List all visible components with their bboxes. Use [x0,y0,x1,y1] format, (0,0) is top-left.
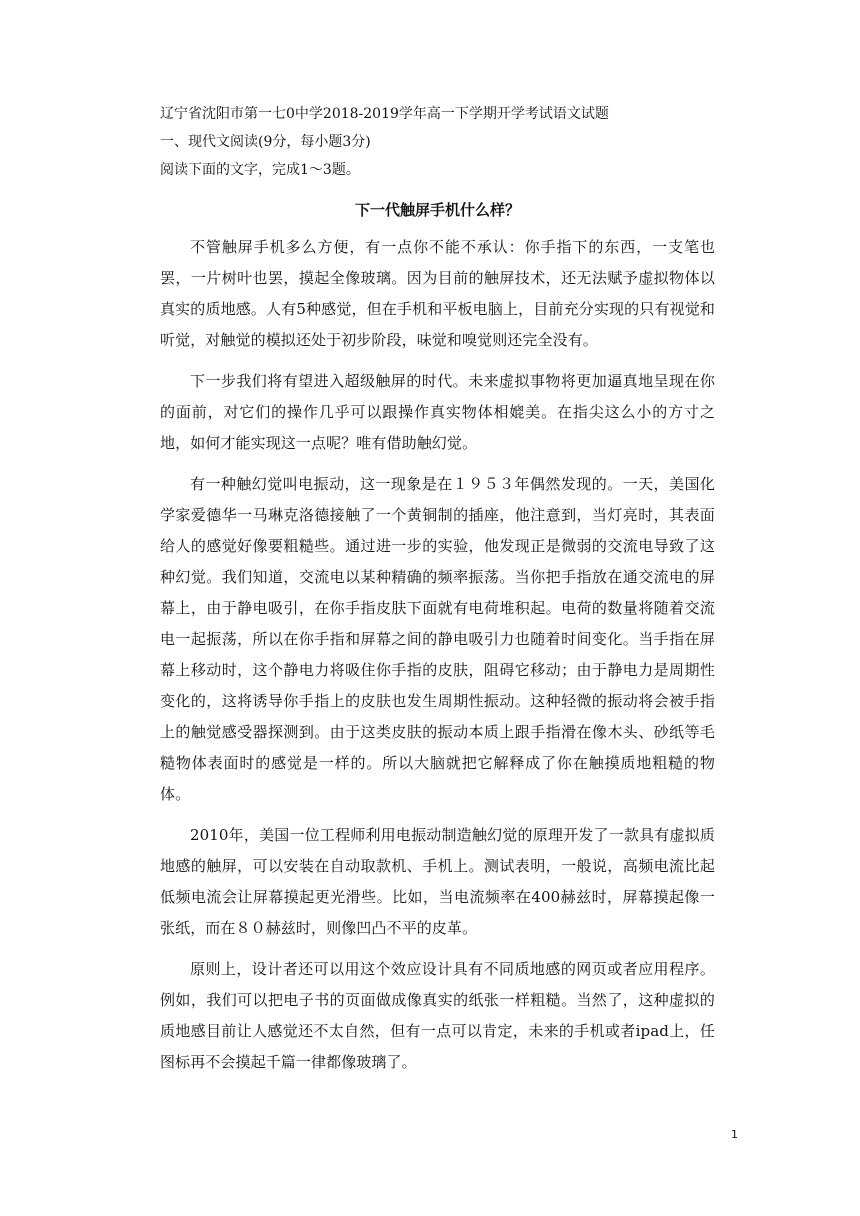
page-number: 1 [731,1128,738,1141]
exam-title: 辽宁省沈阳市第一七0中学2018-2019学年高一下学期开学考试语文试题 [160,106,609,122]
paragraph-1: 不管触屏手机多么方便，有一点你不能不承认：你手指下的东西，一支笔也罢，一片树叶也罢，摸起全像玻璃。因为目前的触屏技术，还无法赋予虚拟物体以真实的质地感。人有5种感觉，但在手机和平板电脑上，目前充分实现的只有视觉和听觉，对触觉的模拟还处于初步阶段，味觉和嗅觉则还完全没有。 [160,238,715,349]
document-body [160,100,715,1088]
reading-instruction: 阅读下面的文字，完成1～3题。 [160,162,360,178]
paragraph-5: 原则上，设计者还可以用这个效应设计具有不同质地感的网页或者应用程序。例如，我们可以把电子书的页面做成像真实的纸张一样粗糙。当然了，这种虚拟的质地感目前让人感觉还不太自然，但有一点可以肯定，未来的手机或者ipad上，任图标再不会摸起千篇一律都像玻璃了。 [160,960,715,1071]
paragraph-4: 2010年，美国一位工程师利用电振动制造触幻觉的原理开发了一款具有虚拟质地感的触屏，可以安装在自动取款机、手机上。测试表明，一般说，高频电流比起低频电流会让屏幕摸起更光滑些。比如，当电流频率在400赫兹时，屏幕摸起像一张纸，而在８０赫兹时，则像凹凸不平的皮革。 [160,826,715,937]
section-heading: 一、现代文阅读(9分，每小题3分) [160,134,371,150]
article-title: 下一代触屏手机什么样？ [354,201,520,219]
paragraph-3: 有一种触幻觉叫电振动，这一现象是在１９５３年偶然发现的。一天，美国化学家爱德华一马琳克洛德接触了一个黄铜制的插座，他注意到，当灯亮时，其表面给人的感觉好像要粗糙些。通过进一步的实验，他发现正是微弱的交流电导致了这种幻觉。我们知道，交流电以某种精确的频率振荡。当你把手指放在通交流电的屏幕上，由于静电吸引，在你手指皮肤下面就有电荷堆积起。电荷的数量将随着交流电一起振荡，所以在你手指和屏幕之间的静电吸引力也随着时间变化。当手指在屏幕上移动时，这个静电力将吸住你手指的皮肤，阻碍它移动；由于静电力是周期性变化的，这将诱导你手指上的皮肤也发生周期性振动。这种轻微的振动将会被手指上的触觉感受器探测到。由于这类皮肤的振动本质上跟手指滑在像木头、砂纸等毛糙物体表面时的感觉是一样的。所以大脑就把它解释成了你在触摸质地粗糙的物体。 [160,475,715,803]
paragraph-2: 下一步我们将有望进入超级触屏的时代。未来虚拟事物将更加逼真地呈现在你的面前，对它们的操作几乎可以跟操作真实物体相媲美。在指尖这么小的方寸之地，如何才能实现这一点呢？唯有借助触幻觉。 [160,372,715,452]
